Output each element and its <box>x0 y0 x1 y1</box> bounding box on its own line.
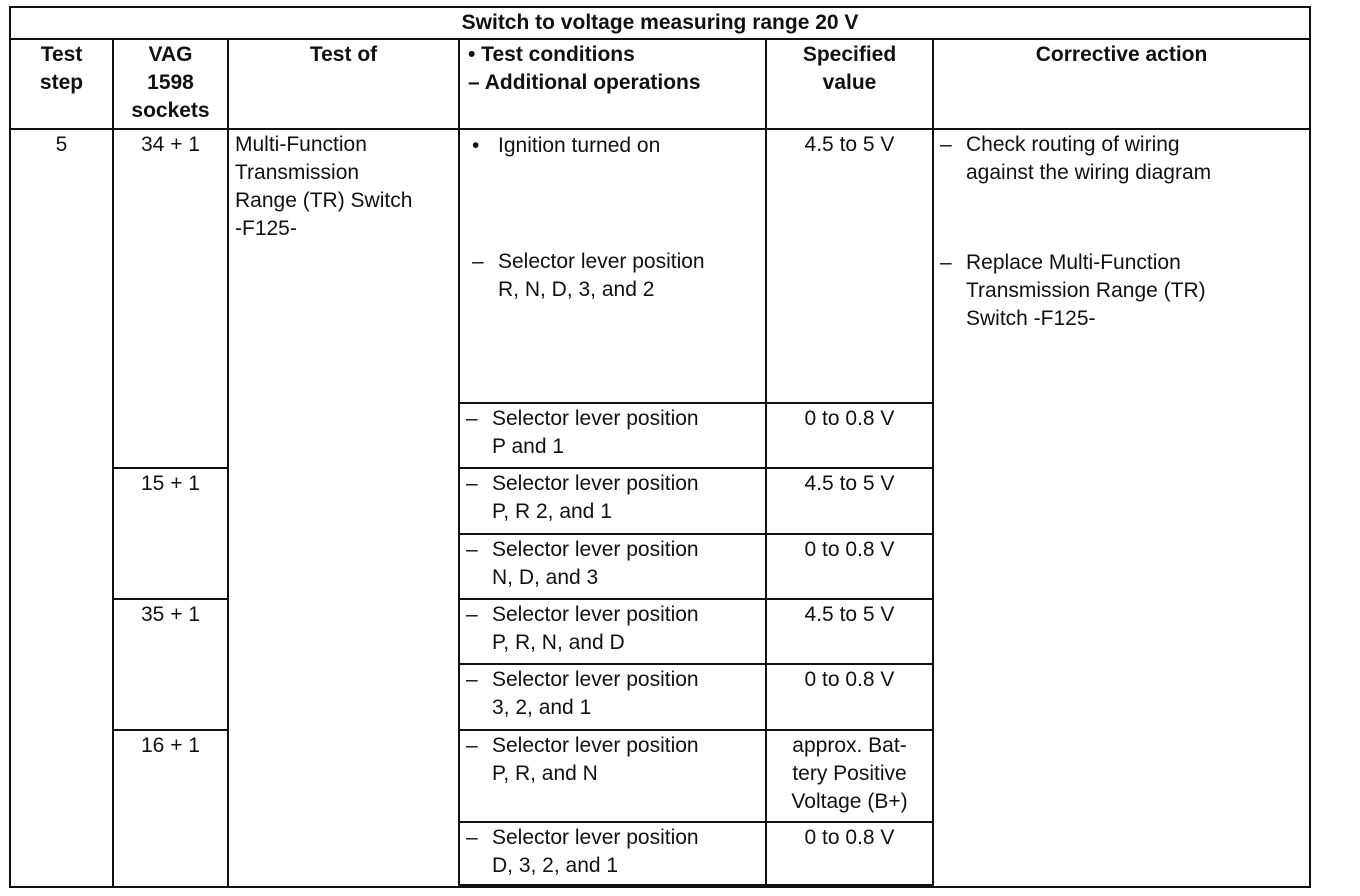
corrective-line: Replace Multi-Function <box>966 251 1181 275</box>
header-conditions <box>459 39 766 130</box>
header-sockets-line: VAG <box>148 42 193 66</box>
condition-line: R, N, D, 3, and 2 <box>498 278 655 302</box>
specified-value-cell: 0 to 0.8 V <box>766 534 933 599</box>
measuring-range-banner: Switch to voltage measuring range 20 V <box>10 7 1310 39</box>
condition-text: Ignition turned on <box>498 134 661 158</box>
dash-mark: – <box>940 133 952 157</box>
dash-mark: – <box>940 251 952 275</box>
condition-line: P, R, and N <box>492 761 598 785</box>
condition-line: N, D, and 3 <box>492 565 599 589</box>
socket-cell: 34 + 1 <box>113 129 228 468</box>
condition-line: Selector lever position <box>498 250 705 274</box>
test-of-line: Transmission <box>235 161 360 185</box>
condition-item <box>466 732 759 788</box>
dash-mark: – <box>466 407 478 431</box>
condition-item <box>466 470 759 526</box>
corrective-text <box>966 249 1206 333</box>
dash-mark: – <box>466 825 478 849</box>
condition-line: D, 3, 2, and 1 <box>492 853 619 877</box>
socket-cell: 15 + 1 <box>113 468 228 599</box>
condition-cell <box>459 664 766 729</box>
banner-row <box>10 7 1310 39</box>
condition-cell <box>459 403 766 468</box>
condition-item <box>466 536 759 592</box>
specified-value-cell: 0 to 0.8 V <box>766 403 933 468</box>
condition-item <box>466 405 759 461</box>
dash-mark: – <box>466 603 478 627</box>
specified-value-cell: 0 to 0.8 V <box>766 664 933 729</box>
header-corrective-action: Corrective action <box>933 39 1310 130</box>
condition-line: P and 1 <box>492 435 565 459</box>
corrective-line: Transmission Range (TR) <box>966 279 1206 303</box>
condition-text <box>492 601 759 657</box>
condition-line: Selector lever position <box>492 472 699 496</box>
table-row <box>10 129 1310 403</box>
condition-cell <box>459 129 766 403</box>
specified-value-line: tery Positive <box>792 761 907 785</box>
test-of-line: Multi-Function <box>235 133 367 157</box>
corrective-text <box>966 131 1211 187</box>
spacer-cell <box>459 885 766 887</box>
condition-cell <box>459 534 766 599</box>
corrective-line: against the wiring diagram <box>966 161 1212 185</box>
corrective-line: Check routing of wiring <box>966 133 1180 157</box>
condition-item <box>466 666 759 722</box>
header-sockets-line: 1598 <box>147 70 194 94</box>
header-sockets <box>113 39 228 130</box>
condition-line: Selector lever position <box>492 668 699 692</box>
specified-value-cell: 0 to 0.8 V <box>766 822 933 885</box>
condition-text <box>492 536 759 592</box>
header-sockets-line: sockets <box>131 98 210 122</box>
condition-line: Selector lever position <box>492 537 699 561</box>
condition-cell <box>459 599 766 664</box>
dash-mark: – <box>466 668 478 692</box>
socket-cell: 35 + 1 <box>113 599 228 730</box>
bullet-mark: • <box>472 134 480 158</box>
corrective-item <box>940 249 1303 333</box>
condition-cell <box>459 822 766 885</box>
condition-line: 3, 2, and 1 <box>492 696 592 720</box>
condition-line: P, R, N, and D <box>492 631 625 655</box>
header-specified-line: Specified <box>802 42 897 66</box>
header-test-of: Test of <box>228 39 459 130</box>
dash-mark: – <box>472 250 484 274</box>
test-of-cell <box>228 129 459 887</box>
condition-item <box>466 131 759 160</box>
condition-text <box>492 405 759 461</box>
condition-line: Selector lever position <box>492 603 699 627</box>
condition-text <box>498 248 753 304</box>
condition-line: Selector lever position <box>492 825 699 849</box>
socket-cell: 16 + 1 <box>113 730 228 887</box>
test-step-cell: 5 <box>10 129 113 887</box>
test-table <box>9 6 1311 888</box>
header-specified-value <box>766 39 933 130</box>
condition-cell <box>459 468 766 533</box>
condition-cell <box>459 730 766 822</box>
dash-mark: – <box>466 472 478 496</box>
specified-value-line: Voltage (B+) <box>791 789 908 813</box>
specified-value-cell: 4.5 to 5 V <box>766 599 933 664</box>
condition-line: Selector lever position <box>492 733 699 757</box>
condition-text <box>492 732 759 788</box>
header-specified-line: value <box>822 70 877 94</box>
dash-mark: – <box>466 537 478 561</box>
condition-item <box>466 824 759 880</box>
test-of-line: -F125- <box>235 217 297 241</box>
specified-value-cell: 4.5 to 5 V <box>766 468 933 533</box>
condition-text <box>492 666 759 722</box>
corrective-line: Switch -F125- <box>966 307 1096 331</box>
corrective-item <box>940 131 1303 187</box>
header-conditions-line: • Test conditions <box>468 42 635 66</box>
dash-mark: – <box>466 733 478 757</box>
header-test-step: Test step <box>10 39 113 130</box>
spacer-cell <box>766 885 933 887</box>
column-header-row <box>10 39 1310 130</box>
condition-line: P, R 2, and 1 <box>492 500 612 524</box>
condition-text <box>492 824 759 880</box>
condition-item <box>466 601 759 657</box>
test-of-line: Range (TR) Switch <box>235 189 413 213</box>
condition-line: Selector lever position <box>492 407 699 431</box>
specified-value-cell: 4.5 to 5 V <box>766 129 933 403</box>
specified-value-cell <box>766 730 933 822</box>
header-conditions-line: – Additional operations <box>468 70 701 94</box>
corrective-action-cell <box>933 129 1310 887</box>
condition-item <box>466 248 759 304</box>
condition-text <box>492 470 759 526</box>
specified-value-line: approx. Bat- <box>792 733 907 757</box>
